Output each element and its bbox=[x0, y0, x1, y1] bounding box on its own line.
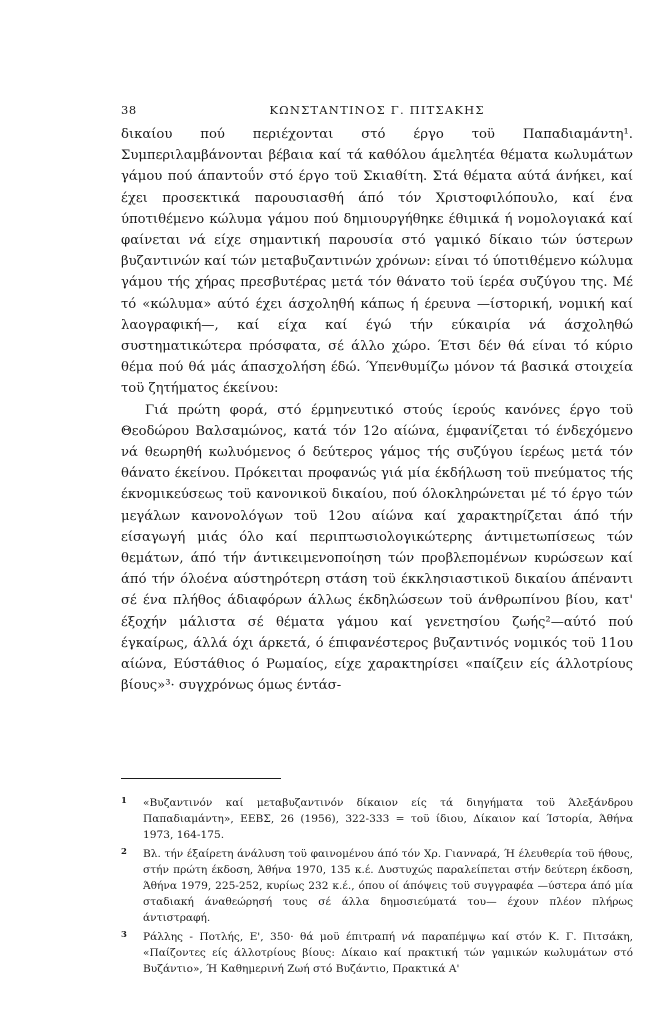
footnote-number: 2 bbox=[121, 847, 127, 857]
paragraph-2: Γιά πρώτη φορά, στό έρμηνευτικό στούς ίερούς κανόνες έργο τοϋ Θεοδώρου Βαλσαμώνος, κατά τόν 12ο αίώνα, έμφανίζεται τό ένδεχόμενο νά θεωρηθή κωλυόμενος ό δεύτερος γάμος τής συζύγου ίερέως μετά τόν θάνατο έκείνου. Πρόκειται προφανώς γιά μία έκδήλωση τοϋ πνεύματος τής έκνομικεύσεως τοϋ κανονικοϋ δικαίου, πού όλοκληρώνεται μέ τό έργο τών μεγάλων κανονολόγων τοϋ 12ου αίώνα καί χαρακτηρίζεται άπό τήν είσαγωγή μιάς όλο καί περιπτωσιολογικώτερης άντιμετωπίσεως τών θεμάτων, άπό τήν άντικειμενοποίηση τών προβλεπομένων κυρώσεων καί άπό τήν όλοένα αύστηρότερη στάση τοϋ έκκλησιαστικοϋ δικαίου άπέναντι σέ ένα πλήθος άδιαφόρων άλλως έκδηλώσεων τοϋ άνθρωπίνου βίου, κατ' έξοχήν μάλιστα σέ θέματα γάμου καί γενετησίου ζωής²—αύτό πού έγκαίρως, άλλά όχι άρκετά, ό έπιφανέστερος βυζαντινός νομικός τοϋ 11ου αίώνα, Εύστάθιος ό Ρωμαίος, είχε χαρακτηρίσει «παίζειν είς άλλοτρίους βίους»³· συγχρόνως όμως έντάσ- bbox=[121, 402, 633, 694]
footnote-number: 1 bbox=[121, 796, 127, 806]
main-text bbox=[121, 124, 633, 696]
footnote-text: «Βυζαντινόν καί μεταβυζαντινόν δίκαιον είς τά διηγήματα τοϋ Άλεξάνδρου Παπαδιαμάντη», ΕΕΒΣ, 26 (1956), 322-333 = τοϋ ίδιου, Δίκαιον καί Ίστορία, Άθήνα 1973, 164-175. bbox=[143, 797, 633, 841]
running-head: ΚΩΝΣΤΑΝΤΙΝΟΣ Γ. ΠΙΤΣΑΚΗΣ bbox=[269, 103, 485, 117]
footnote-text: Ράλλης - Ποτλής, Ε', 350· θά μοϋ έπιτραπή νά παραπέμψω καί στόν Κ. Γ. Πιτσάκη, «Παίζοντες είς άλλοτρίους βίους: Δίκαιο καί πρακτική τών γαμικών κωλυμάτων στό Βυζάντιο», Ή Καθημερινή Ζωή στό Βυζάντιο, Πρακτικά Α' bbox=[143, 931, 633, 975]
footnote-2 bbox=[121, 846, 633, 926]
footnote-separator bbox=[121, 778, 281, 779]
page-header bbox=[121, 103, 633, 121]
paragraph-1: δικαίου πού περιέχονται στό έργο τοϋ Παπαδιαμάντη¹. Συμπεριλαμβάνονται βέβαια καί τά καθόλου άμελητέα θέματα κωλυμάτων γάμου πού άπαντοΰν στό έργο τοϋ Σκιαθίτη. Στά θέματα αύτά άνήκει, καί έχει προσεκτικά παρουσιασθή άπό τόν Χριστοφιλόπουλο, καί ένα ύποτιθέμενο κώλυμα γάμου πού δημιουργήθηκε έθιμικά ή νομολογιακά καί φαίνεται νά είχε σημαντική παρουσία στό γαμικό δίκαιο τών ύστερων βυζαντινών καί τών μεταβυζαντινών χρόνων: είναι τό ύποτιθέμενο κώλυμα γάμου τής χήρας πρεσβυτέρας μετά τόν θάνατο τοϋ ίερέα συζύγου της. Μέ τό «κώλυμα» αύτό έχει άσχοληθή κάπως ή έρευνα —ίστορική, νομική καί λαογραφική—, καί είχα καί έγώ τήν εύκαιρία νά άσχοληθώ συστηματικώτερα πρόσφατα, σέ άλλο χώρο. Έτσι δέν θά είναι τό κύριο θέμα πού θά μάς άπασχολήση έδώ. Ύπενθυμίζω μόνον τά βασικά στοιχεία τοϋ ζητήματος έκείνου: bbox=[121, 127, 633, 397]
footnote-number: 3 bbox=[121, 930, 127, 940]
footnote-text: Βλ. τήν έξαίρετη άνάλυση τοϋ φαινομένου άπό τόν Χρ. Γιανναρά, Ή έλευθερία τοϋ ήθους, στήν πρώτη έκδοση, Άθήνα 1970, 135 κ.έ. Δυστυχώς παραλείπεται στήν δεύτερη έκδοση, Άθήνα 1979, 225-252, κυρίως 232 κ.έ., όπου οί άπόψεις τοϋ συγγραφέα —ύστερα άπό μία σταδιακή άναθεώρησή τους σέ άλλα δημοσιεύματά του— έχουν πλέον πλήρως άντιστραφή. bbox=[143, 848, 633, 924]
footnote-1 bbox=[121, 795, 633, 843]
footnote-3 bbox=[121, 929, 633, 977]
page-number: 38 bbox=[121, 103, 137, 117]
footnotes bbox=[121, 795, 633, 980]
